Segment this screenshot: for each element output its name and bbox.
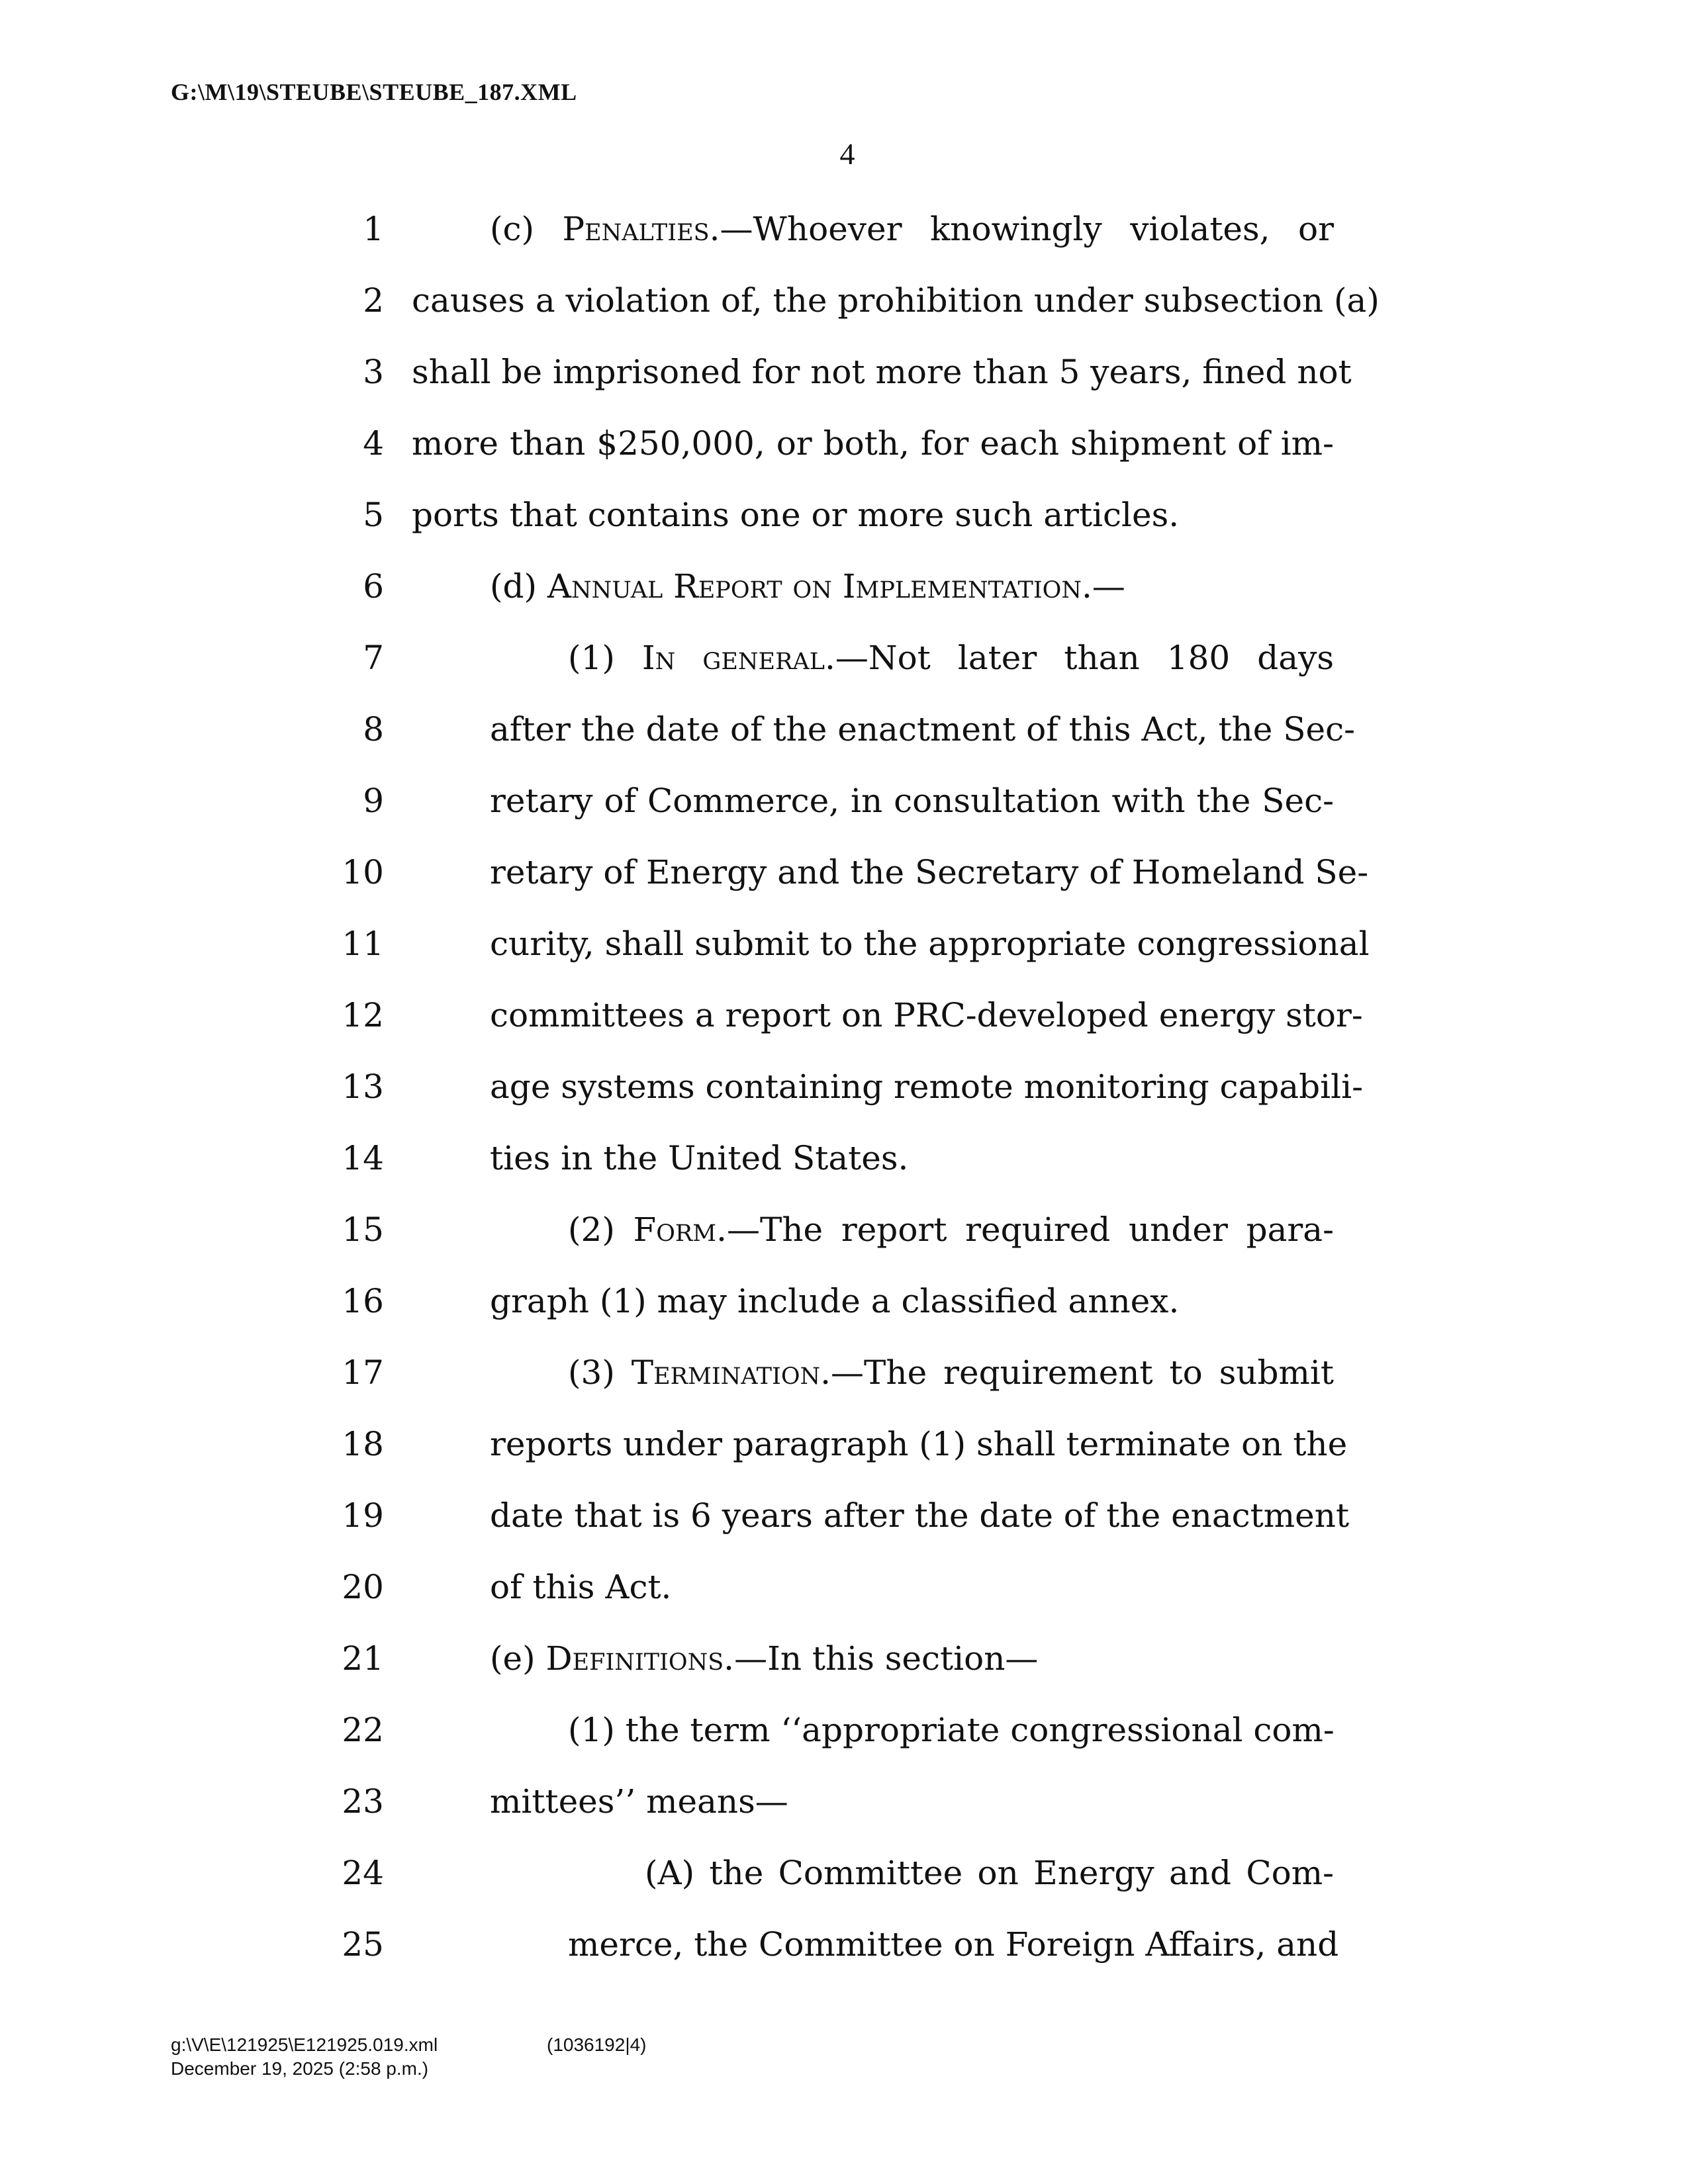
document-body [0,193,1688,1980]
text-line [0,1122,1688,1194]
footer-file-path: g:\V\E\121925\E121925.019.xml [171,2034,438,2055]
text-line [0,1694,1688,1766]
line-number: 23 [342,1782,384,1821]
line-number: 10 [342,853,384,891]
text-line [0,408,1688,479]
footer-document-code: (1036192|4) [547,2034,647,2055]
line-text: more than $250,000, or both, for each shipment of im- [412,424,1334,463]
line-text: after the date of the enactment of this Act, the Sec- [490,710,1355,749]
text-line [0,193,1688,265]
line-text: ties in the United States. [490,1139,909,1177]
text-line [0,1337,1688,1408]
line-text: ports that contains one or more such articles. [412,496,1180,534]
text-line [0,908,1688,979]
line-number: 11 [342,925,384,963]
paragraph-heading: Termination [631,1353,821,1392]
line-text: curity, shall submit to the appropriate congressional [490,925,1370,963]
line-number: 12 [342,996,384,1034]
line-number: 4 [363,424,384,463]
line-number: 2 [363,281,384,320]
text-line [0,1408,1688,1480]
page-number: 4 [839,137,855,171]
section-heading: Definitions [545,1639,724,1678]
line-number: 25 [342,1925,384,1964]
section-heading: Annual Report on Implementation [547,567,1082,606]
paragraph-heading: In general [641,639,825,677]
line-text: causes a violation of, the prohibition under subsection (a) [412,281,1380,320]
text-line [0,1194,1688,1265]
text-line [0,765,1688,837]
line-text: of this Act. [490,1568,672,1606]
footer-date: December 19, 2025 (2:58 p.m.) [171,2058,429,2079]
line-text: (A) the Committee on Energy and Com- [645,1854,1334,1892]
text-line [0,1766,1688,1837]
text-line [0,979,1688,1051]
line-number: 3 [363,353,384,391]
footer-file-row [171,2033,647,2057]
text-line [0,1837,1688,1909]
text-line [0,1265,1688,1337]
line-text: shall be imprisoned for not more than 5 years, fined not [412,353,1352,391]
line-number: 7 [363,639,384,677]
line-text: graph (1) may include a classified annex. [490,1282,1180,1320]
text-line [0,622,1688,694]
line-number: 1 [363,210,384,248]
line-text: (d) Annual Report on Implementation.— [490,567,1125,606]
line-text: age systems containing remote monitoring capabili- [490,1068,1363,1106]
line-number: 19 [342,1496,384,1535]
text-line [0,1551,1688,1623]
text-line [0,694,1688,765]
line-number: 21 [342,1639,384,1678]
line-text: (c) Penalties.—Whoever knowingly violates, or [490,210,1334,248]
line-number: 16 [342,1282,384,1320]
line-number: 5 [363,496,384,534]
line-text: committees a report on PRC-developed energy stor- [490,996,1363,1034]
text-line [0,1909,1688,1980]
text-line [0,551,1688,622]
text-line [0,1051,1688,1122]
line-text: reports under paragraph (1) shall terminate on the [490,1425,1348,1463]
line-number: 13 [342,1068,384,1106]
text-line [0,1623,1688,1694]
paragraph-heading: Form [633,1210,717,1249]
line-number: 18 [342,1425,384,1463]
line-number: 14 [342,1139,384,1177]
line-text: (e) Definitions.—In this section— [490,1639,1039,1678]
header-file-path: G:\M\19\STEUBE\STEUBE_187.XML [171,79,577,105]
line-text: retary of Energy and the Secretary of Homeland Se- [490,853,1369,891]
line-number: 22 [342,1711,384,1749]
line-text: (2) Form.—The report required under para- [568,1210,1334,1249]
line-text: retary of Commerce, in consultation with the Sec- [490,782,1334,820]
text-line [0,1480,1688,1551]
text-line [0,265,1688,336]
line-text: (1) the term ‘‘appropriate congressional com- [568,1711,1335,1749]
text-line [0,837,1688,908]
text-line [0,336,1688,408]
line-text: merce, the Committee on Foreign Affairs, and [568,1925,1339,1964]
section-heading: Penalties [562,210,710,248]
text-line [0,479,1688,551]
line-text: date that is 6 years after the date of the enactment [490,1496,1350,1535]
line-number: 6 [363,567,384,606]
line-number: 8 [363,710,384,749]
line-number: 9 [363,782,384,820]
line-text: (3) Termination.—The requirement to submit [568,1353,1334,1392]
line-text: (1) In general.—Not later than 180 days [568,639,1335,677]
line-number: 20 [342,1568,384,1606]
line-text: mittees’’ means— [490,1782,788,1821]
page-footer [171,2033,647,2081]
line-number: 24 [342,1854,384,1892]
line-number: 15 [342,1210,384,1249]
line-number: 17 [342,1353,384,1392]
